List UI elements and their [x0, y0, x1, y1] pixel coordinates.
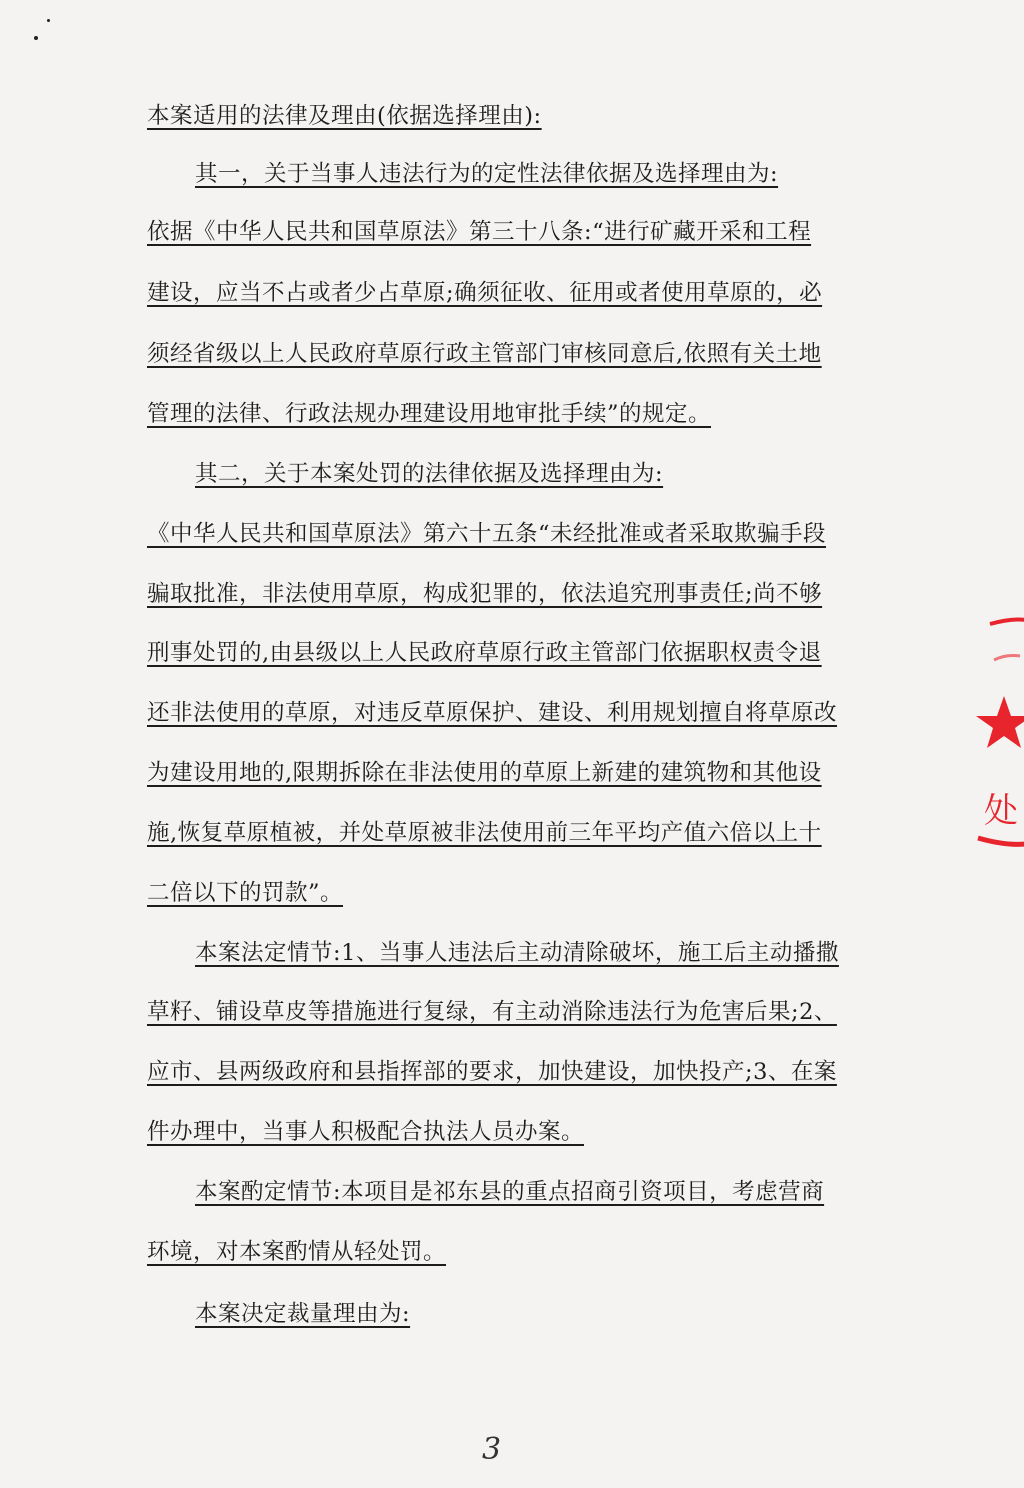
legal-circumstances-paragraph: 本案法定情节:1、当事人违法后主动清除破坏，施工后主动播撒	[195, 940, 839, 966]
page-number: 3	[482, 1432, 502, 1467]
text-line: 施,恢复草原植被，并处草原被非法使用前三年平均产值六倍以上十	[147, 820, 822, 846]
heading-penalty-basis: 其二，关于本案处罚的法律依据及选择理由为:	[195, 461, 664, 487]
discretionary-circumstances-paragraph: 本案酌定情节:本项目是祁东县的重点招商引资项目，考虑营商	[195, 1179, 825, 1205]
text-line: 为建设用地的,限期拆除在非法使用的草原上新建的建筑物和其他设	[147, 760, 822, 786]
text-line: 建设，应当不占或者少占草原;确须征收、征用或者使用草原的，必	[147, 280, 823, 306]
heading-qualitative-basis: 其一，关于当事人违法行为的定性法律依据及选择理由为:	[195, 161, 779, 187]
text-line: 还非法使用的草原，对违反草原保护、建设、利用规划擅自将草原改	[147, 700, 838, 726]
text-line: 须经省级以上人民政府草原行政主管部门审核同意后,依照有关土地	[147, 341, 822, 367]
text-line: 依据《中华人民共和国草原法》第三十八条:“进行矿藏开采和工程	[147, 219, 812, 245]
text-line: 刑事处罚的,由县级以上人民政府草原行政主管部门依据职权责令退	[147, 640, 822, 666]
text-line: 二倍以下的罚款”。	[147, 880, 344, 906]
official-seal-fragment	[960, 600, 1024, 860]
text-line: 草籽、铺设草皮等措施进行复绿，有主动消除违法行为危害后果;2、	[147, 999, 837, 1025]
scan-speck	[47, 19, 50, 22]
scan-speck	[34, 36, 38, 40]
seal-lettering: 处	[984, 791, 1018, 831]
text-line: 管理的法律、行政法规办理建设用地审批手续”的规定。	[147, 401, 712, 427]
text-line: 应市、县两级政府和县指挥部的要求，加快建设，加快投产;3、在案	[147, 1059, 837, 1085]
text-line: 件办理中，当事人积极配合执法人员办案。	[147, 1119, 585, 1145]
text-line: 《中华人民共和国草原法》第六十五条“未经批准或者采取欺骗手段	[147, 521, 827, 547]
heading-discretion-reasons: 本案决定裁量理由为:	[195, 1301, 411, 1327]
text-line: 骗取批准，非法使用草原，构成犯罪的，依法追究刑事责任;尚不够	[147, 581, 823, 607]
text-line: 环境，对本案酌情从轻处罚。	[147, 1239, 447, 1265]
section-heading-applicable-law: 本案适用的法律及理由(依据选择理由):	[147, 103, 542, 129]
